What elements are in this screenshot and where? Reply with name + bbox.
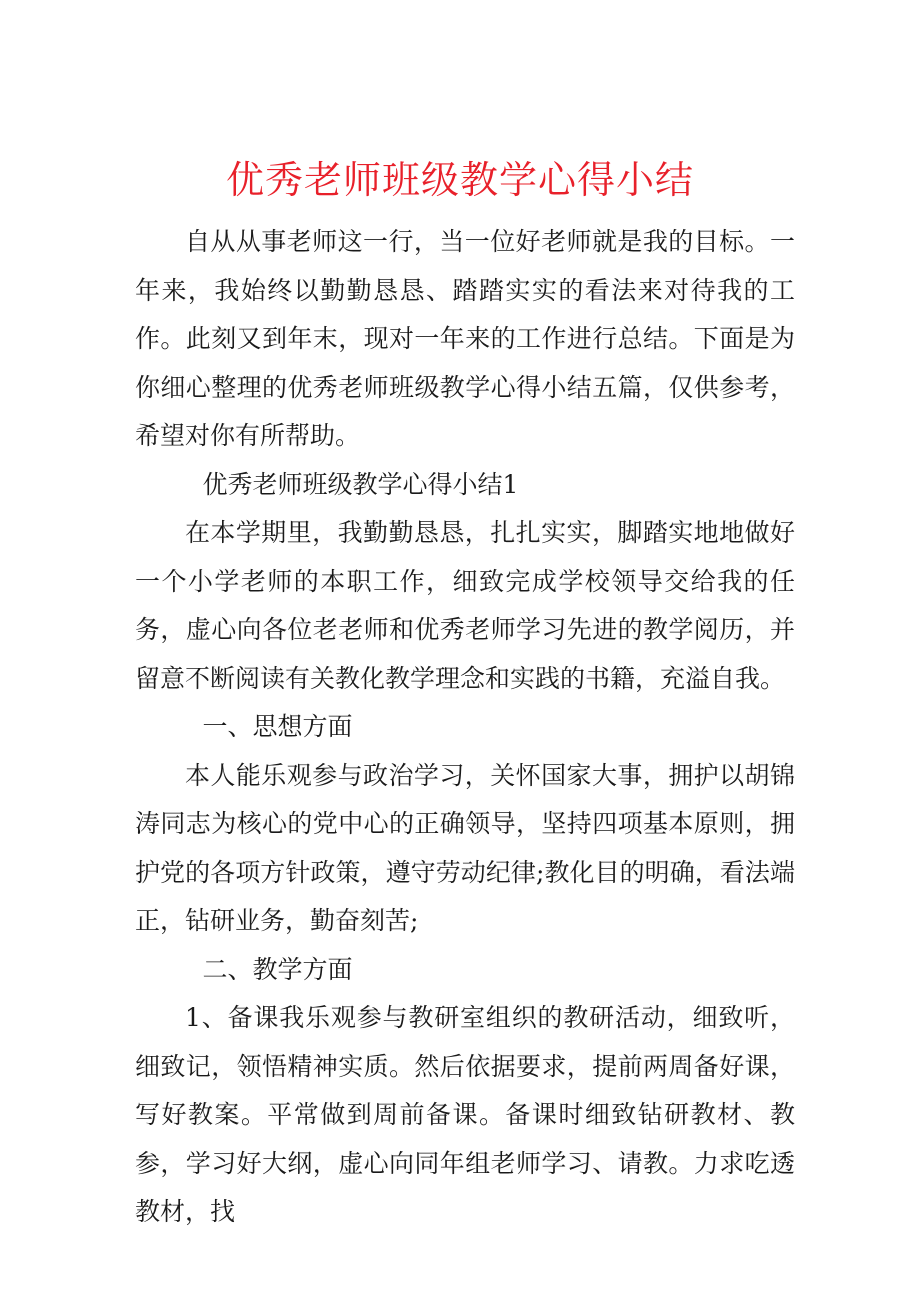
section-heading-thought: 一、思想方面 — [202, 712, 353, 741]
body-paragraph-1: 在本学期里，我勤勤恳恳，扎扎实实，脚踏实地地做好一个小学老师的本职工作，细致完成学校领导交给我的任务，虚心向各位老老师和优秀老师学习先进的教学阅历，并留意不断阅读有关教化教学理念和实践的书籍，充溢自我。 — [135, 518, 795, 693]
intro-paragraph: 自从从事老师这一行，当一位好老师就是我的目标。一年来，我始终以勤勤恳恳、踏踏实实的看法来对待我的工作。此刻又到年末，现对一年来的工作进行总结。下面是为你细心整理的优秀老师班级教学心得小结五篇，仅供参考，希望对你有所帮助。 — [135, 227, 795, 450]
section-heading-teaching: 二、教学方面 — [202, 954, 353, 984]
body-paragraph-thought: 本人能乐观参与政治学习，关怀国家大事，拥护以胡锦涛同志为核心的党中心的正确领导，坚持四项基本原则，拥护党的各项方针政策，遵守劳动纪律;教化目的明确，看法端正，钻研业务，勤奋刻苦; — [135, 760, 795, 935]
document-body — [135, 218, 795, 1237]
section-heading-1: 优秀老师班级教学心得小结1 — [202, 469, 519, 499]
body-paragraph-teaching: 1、备课我乐观参与教研室组织的教研活动，细致听，细致记，领悟精神实质。然后依据要求，提前两周备好课，写好教案。平常做到周前备课。备课时细致钻研教材、教参，学习好大纲，虚心向同年组老师学习、请教。力求吃透教材，找 — [135, 1003, 795, 1226]
document-title: 优秀老师班级教学心得小结 — [225, 158, 694, 202]
